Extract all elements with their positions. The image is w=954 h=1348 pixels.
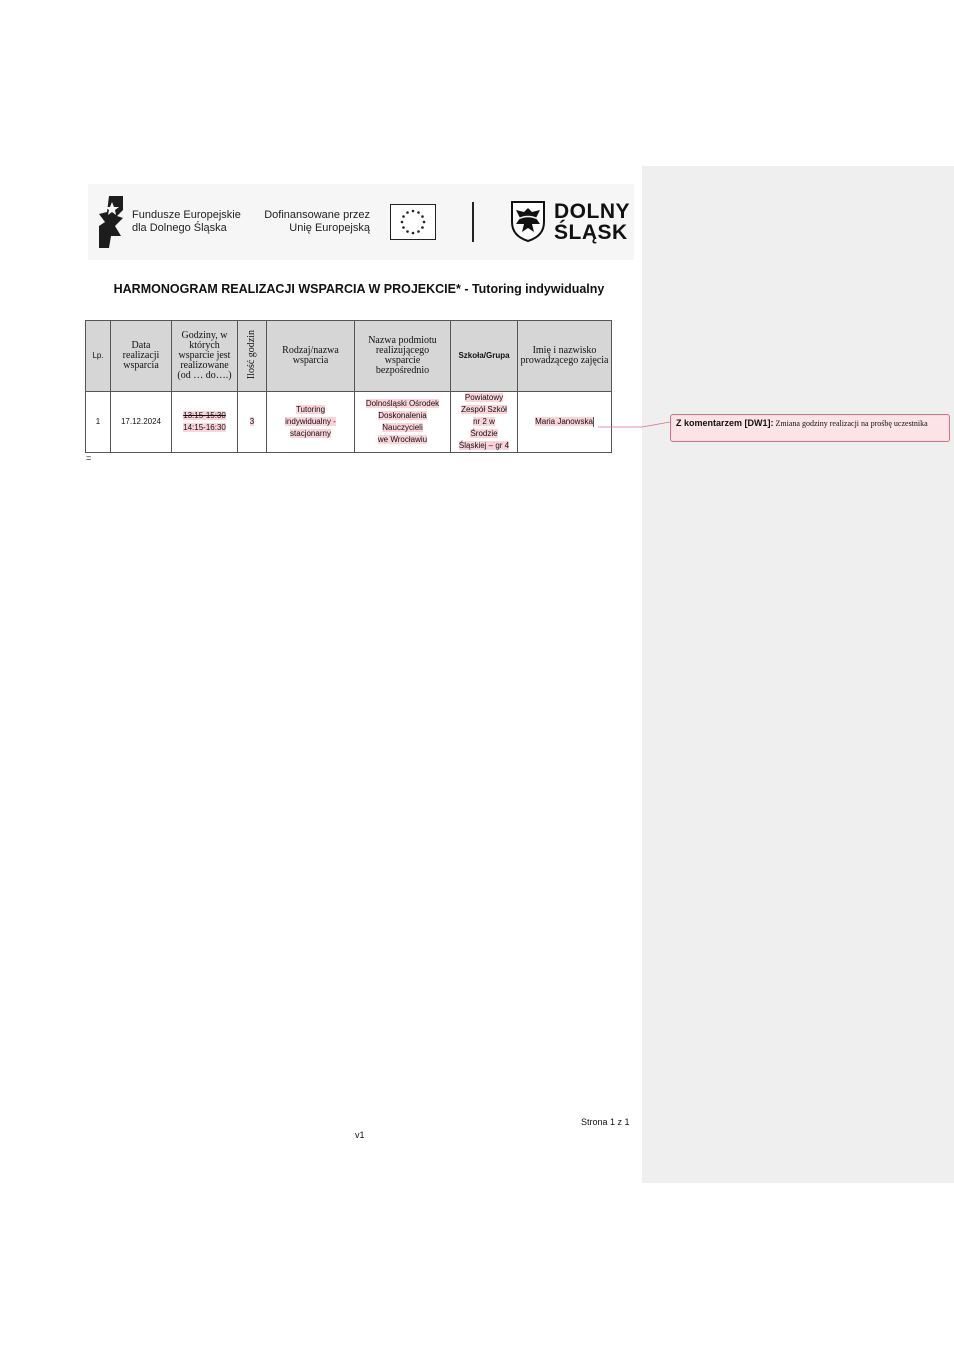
- deleted-hours: 13:15-15:30: [183, 411, 226, 420]
- school-line-2: Zespół Szkół: [461, 405, 507, 414]
- cell-date: 17.12.2024: [111, 392, 172, 453]
- school-line-1: Powiatowy: [464, 393, 504, 402]
- version-label: v1: [355, 1130, 365, 1140]
- table-header-row: [86, 321, 612, 392]
- school-line-3: nr 2 w: [473, 417, 495, 426]
- header-teacher: Imię i nazwisko prowadzącego zajęcia: [518, 321, 612, 392]
- funds-line-1: Fundusze Europejskie: [132, 209, 241, 221]
- dolny-slask-wordmark: [554, 201, 630, 243]
- ds-line-1: DOLNY: [554, 200, 630, 223]
- comment-pane: [642, 166, 954, 1183]
- schedule-table: [85, 320, 612, 453]
- document-title: HARMONOGRAM REALIZACJI WSPARCIA W PROJEKCIE* - Tutoring indywidualny: [113, 282, 605, 296]
- header-count: [238, 321, 267, 392]
- header-date: Data realizacji wsparcia: [111, 321, 172, 392]
- header-lp: Lp.: [86, 321, 111, 392]
- ds-line-2: ŚLĄSK: [554, 221, 628, 244]
- comment-label: Z komentarzem [DW1]:: [676, 418, 774, 428]
- eagle-crest-icon: [510, 200, 546, 242]
- count-value: 3: [249, 417, 255, 426]
- type-line-2: indywidualny -: [285, 417, 336, 426]
- paragraph-mark: =: [86, 453, 92, 463]
- cell-lp: 1: [86, 392, 111, 453]
- school-line-5: Śląskiej – gr 4: [458, 441, 510, 450]
- funds-line-2: dla Dolnego Śląska: [132, 222, 227, 234]
- header-count-label: Ilość godzin: [246, 329, 257, 380]
- cell-entity: [355, 392, 451, 453]
- comment-anchor-marker: [593, 417, 594, 427]
- entity-line-3: Nauczycieli: [382, 423, 423, 432]
- inserted-hours: 14:15-16:30: [183, 423, 226, 432]
- header-entity: Nazwa podmiotu realizującego wsparcie bezpośrednio: [355, 321, 451, 392]
- school-line-4: Środzie: [470, 429, 498, 438]
- logo-divider: [472, 202, 474, 242]
- funds-logo-text: [132, 209, 241, 235]
- header-type: Rodzaj/nazwa wsparcia: [267, 321, 355, 392]
- header-hours: Godziny, w których wsparcie jest realizowane (od … do….): [172, 321, 238, 392]
- header-school: Szkoła/Grupa: [451, 321, 518, 392]
- page-number: Strona 1 z 1: [581, 1117, 630, 1127]
- teacher-name: Maria Janowska: [535, 417, 593, 426]
- cell-type: [267, 392, 355, 453]
- entity-line-4: we Wrocławiu: [377, 435, 428, 444]
- cell-teacher: [518, 392, 612, 453]
- logo-bar: [88, 184, 634, 260]
- eu-flag-icon: [390, 204, 436, 240]
- table-row: [86, 392, 612, 453]
- cofinanced-text: [263, 209, 370, 235]
- funds-logo-icon: [97, 196, 127, 248]
- cell-school: [451, 392, 518, 453]
- type-line-1: Tutoring: [295, 405, 326, 414]
- entity-line-2: Doskonalenia: [378, 411, 427, 420]
- cell-count: [238, 392, 267, 453]
- comment-balloon[interactable]: [670, 414, 950, 442]
- cell-hours[interactable]: [172, 392, 238, 453]
- cofinanced-line-2: Unię Europejską: [289, 222, 370, 234]
- comment-text: Zmiana godziny realizacji na prośbę uczestnika: [775, 419, 928, 428]
- type-line-3: stacjonarny: [290, 429, 331, 438]
- entity-line-1: Dolnośląski Ośrodek: [365, 399, 440, 408]
- cofinanced-line-1: Dofinansowane przez: [264, 209, 370, 221]
